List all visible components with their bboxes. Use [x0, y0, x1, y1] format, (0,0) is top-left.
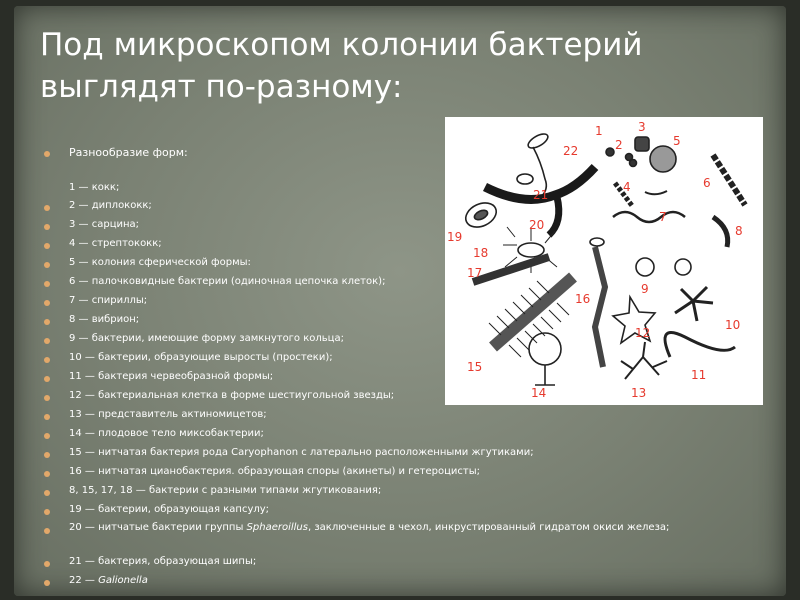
list-item-plain: 1 — кокк; — [69, 182, 120, 193]
shape-14-stalk — [535, 365, 555, 385]
shape-7b — [645, 191, 667, 194]
bullet — [44, 357, 50, 363]
shape-8 — [713, 217, 728, 247]
bacteria-drawing — [445, 117, 763, 405]
list-item: 16 — нитчатая цианобактерия. образующая споры (акинеты) и гетероцисты; — [69, 466, 480, 477]
list-item: 12 — бактериальная клетка в форме шестиугольной звезды; — [69, 390, 395, 401]
bullet — [44, 414, 50, 420]
list-item: 8, 15, 17, 18 — бактерии с разными типами жгутикования; — [69, 485, 382, 496]
shape-15 — [493, 277, 573, 347]
bullet — [44, 281, 50, 287]
figure-label-18: 18 — [473, 246, 489, 260]
list-item: 11 — бактерия червеобразной формы; — [69, 371, 274, 382]
figure-label-5: 5 — [673, 134, 681, 148]
figure-label-19: 19 — [447, 230, 463, 244]
bullet — [44, 319, 50, 325]
list-item: 7 — спириллы; — [69, 295, 148, 306]
figure-label-15: 15 — [467, 360, 483, 374]
item-20-prefix: 20 — нитчатые бактерии группы — [69, 522, 247, 533]
item-20-suffix: , заключенные в чехол, инкрустированный гидратом окиси железа; — [307, 522, 670, 533]
figure-label-3: 3 — [638, 120, 646, 134]
list-item: 4 — стрептококк; — [69, 238, 162, 249]
list-item: 9 — бактерии, имеющие форму замкнутого кольца; — [69, 333, 344, 344]
bullet — [44, 528, 50, 534]
figure-label-17: 17 — [467, 266, 483, 280]
bullet — [44, 338, 50, 344]
shape-center-rod — [590, 238, 604, 246]
list-item: 3 — сарцина; — [69, 219, 140, 230]
shape-5 — [650, 146, 676, 172]
shape-6 — [713, 155, 745, 205]
figure-label-4: 4 — [623, 180, 631, 194]
item-22-genus: Galionella — [98, 575, 148, 586]
bullet — [44, 243, 50, 249]
shape-18 — [518, 243, 544, 257]
shape-3 — [635, 137, 649, 151]
bullet — [44, 395, 50, 401]
figure-label-11: 11 — [691, 368, 707, 382]
shape-9b — [675, 259, 691, 275]
shape-10 — [675, 287, 713, 321]
list-item: 19 — бактерии, образующая капсулу; — [69, 504, 270, 515]
figure-label-8: 8 — [735, 224, 743, 238]
figure-label-20: 20 — [529, 218, 545, 232]
shape-19-core — [473, 208, 489, 221]
list-heading: Разнообразие форм: — [69, 146, 188, 159]
list-item: 5 — колония сферической формы: — [69, 257, 251, 268]
shape-1 — [606, 148, 614, 156]
bullet — [44, 376, 50, 382]
list-item: 6 — палочковидные бактерии (одиночная цепочка клеток); — [69, 276, 386, 287]
bullet — [44, 509, 50, 515]
shape-20-cell — [517, 174, 533, 184]
bullet — [44, 224, 50, 230]
bullet — [44, 490, 50, 496]
item-22-prefix: 22 — — [69, 575, 99, 586]
figure-label-10: 10 — [725, 318, 741, 332]
shape-7 — [613, 212, 685, 222]
figure-label-2: 2 — [615, 138, 623, 152]
figure-label-12: 12 — [635, 326, 651, 340]
list-item: 2 — диплококк; — [69, 200, 152, 211]
figure-label-21: 21 — [533, 188, 549, 202]
bullet — [44, 151, 50, 157]
bullet — [44, 262, 50, 268]
figure-label-6: 6 — [703, 176, 711, 190]
bullet — [44, 452, 50, 458]
list-item: 13 — представитель актиномицетов; — [69, 409, 267, 420]
bullet — [44, 300, 50, 306]
bullet — [44, 561, 50, 567]
bullet — [44, 205, 50, 211]
list-item-22 — [69, 575, 148, 586]
figure-label-16: 16 — [575, 292, 591, 306]
bullet — [44, 580, 50, 586]
shape-14-head — [529, 333, 561, 365]
list-item: 8 — вибрион; — [69, 314, 140, 325]
shape-16 — [595, 247, 605, 367]
bullet — [44, 471, 50, 477]
shape-2b — [630, 160, 637, 167]
item-20-genus: Sphaeroillus — [246, 522, 308, 533]
bacteria-figure — [445, 117, 763, 405]
bullet — [44, 433, 50, 439]
slide-title: Под микроскопом колонии бактерий выглядят по-разному: — [40, 27, 643, 105]
shape-13 — [621, 342, 667, 379]
shape-11 — [665, 333, 735, 358]
shape-22 — [526, 131, 550, 151]
list-item-20 — [69, 522, 724, 534]
shape-9a — [636, 258, 654, 276]
figure-label-9: 9 — [641, 282, 649, 296]
list-item: 15 — нитчатая бактерия рода Caryophanon с латерально расположенными жгутиками; — [69, 447, 534, 458]
list-item: 21 — бактерия, образующая шипы; — [69, 556, 257, 567]
figure-label-1: 1 — [595, 124, 603, 138]
list-item: 10 — бактерии, образующие выросты (простеки); — [69, 352, 333, 363]
list-item: 14 — плодовое тело миксобактерии; — [69, 428, 264, 439]
shape-21-branch — [549, 197, 559, 235]
shape-17 — [473, 257, 549, 282]
figure-label-13: 13 — [631, 386, 647, 400]
figure-label-7: 7 — [659, 210, 667, 224]
figure-label-22: 22 — [563, 144, 579, 158]
figure-label-14: 14 — [531, 386, 547, 400]
